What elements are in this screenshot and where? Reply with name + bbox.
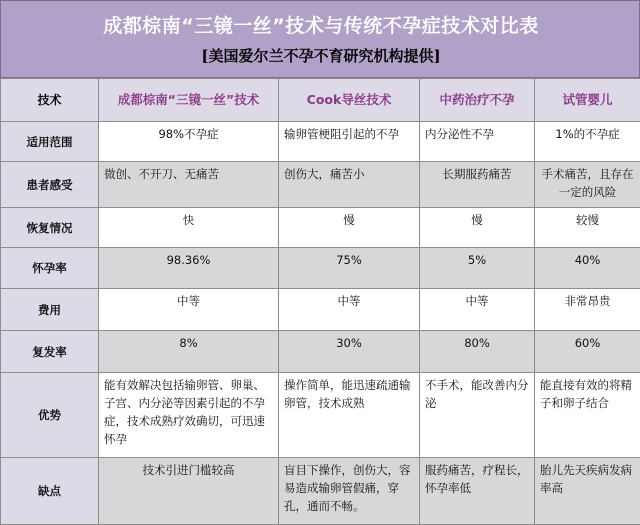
table-row [1, 208, 640, 248]
table-cell: 60% [535, 331, 640, 373]
table-cell: 快 [99, 208, 279, 248]
table-cell: 98.36% [99, 248, 279, 289]
title-banner [0, 0, 640, 78]
table-row [1, 248, 640, 289]
row-label: 优势 [1, 373, 99, 458]
column-header-cook: Cook导丝技术 [279, 79, 420, 122]
table-cell: 操作简单，能迅速疏通输卵管，技术成熟 [279, 373, 420, 458]
page-subtitle: [美国爱尔兰不孕不育研究机构提供] [1, 45, 640, 66]
table-cell: 慢 [420, 208, 535, 248]
table-cell: 微创、不开刀、无痛苦 [99, 162, 279, 208]
table-row [1, 289, 640, 331]
row-label: 患者感受 [1, 162, 99, 208]
table-cell: 手术痛苦，且存在一定的风险 [535, 162, 640, 208]
table-row [1, 373, 640, 458]
header-corner-cell: 技术 [1, 79, 99, 122]
table-cell: 输卵管梗阻引起的不孕 [279, 122, 420, 162]
table-row [1, 331, 640, 373]
table-header-row [1, 79, 640, 122]
table-row [1, 458, 640, 525]
table-cell: 能直接有效的将精子和卵子结合 [535, 373, 640, 458]
table-row [1, 122, 640, 162]
table-cell: 非常昂贵 [535, 289, 640, 331]
table-cell: 较慢 [535, 208, 640, 248]
table-cell: 5% [420, 248, 535, 289]
table-cell: 创伤大，痛苦小 [279, 162, 420, 208]
table-cell: 1%的不孕症 [535, 122, 640, 162]
table-cell: 80% [420, 331, 535, 373]
table-cell: 8% [99, 331, 279, 373]
table-cell: 胎儿先天疾病发病率高 [535, 458, 640, 525]
table-cell: 98%不孕症 [99, 122, 279, 162]
table-cell: 30% [279, 331, 420, 373]
table-cell: 长期服药痛苦 [420, 162, 535, 208]
table-cell: 中等 [99, 289, 279, 331]
table-cell: 中等 [420, 289, 535, 331]
table-cell: 不手术，能改善内分泌 [420, 373, 535, 458]
column-header-ivf: 试管婴儿 [535, 79, 640, 122]
row-label: 适用范围 [1, 122, 99, 162]
table-cell: 服药痛苦，疗程长，怀孕率低 [420, 458, 535, 525]
table-cell: 能有效解决包括输卵管、卵巢、子宫、内分泌等因素引起的不孕症，技术成熟疗效确切，可迅速怀孕 [99, 373, 279, 458]
row-label: 恢复情况 [1, 208, 99, 248]
table-cell: 内分泌性不孕 [420, 122, 535, 162]
row-label: 费用 [1, 289, 99, 331]
page-title: 成都棕南“三镜一丝”技术与传统不孕症技术对比表 [1, 11, 640, 38]
table-cell: 中等 [279, 289, 420, 331]
table-cell: 75% [279, 248, 420, 289]
row-label: 复发率 [1, 331, 99, 373]
row-label: 怀孕率 [1, 248, 99, 289]
comparison-table [0, 78, 640, 525]
table-cell: 40% [535, 248, 640, 289]
table-cell: 慢 [279, 208, 420, 248]
table-row [1, 162, 640, 208]
row-label: 缺点 [1, 458, 99, 525]
table-cell: 盲目下操作，创伤大，容易造成输卵管假痛，穿孔，通而不畅。 [279, 458, 420, 525]
column-header-sanjing: 成都棕南“三镜一丝”技术 [99, 79, 279, 122]
column-header-tcm: 中药治疗不孕 [420, 79, 535, 122]
table-cell: 技术引进门槛较高 [99, 458, 279, 525]
